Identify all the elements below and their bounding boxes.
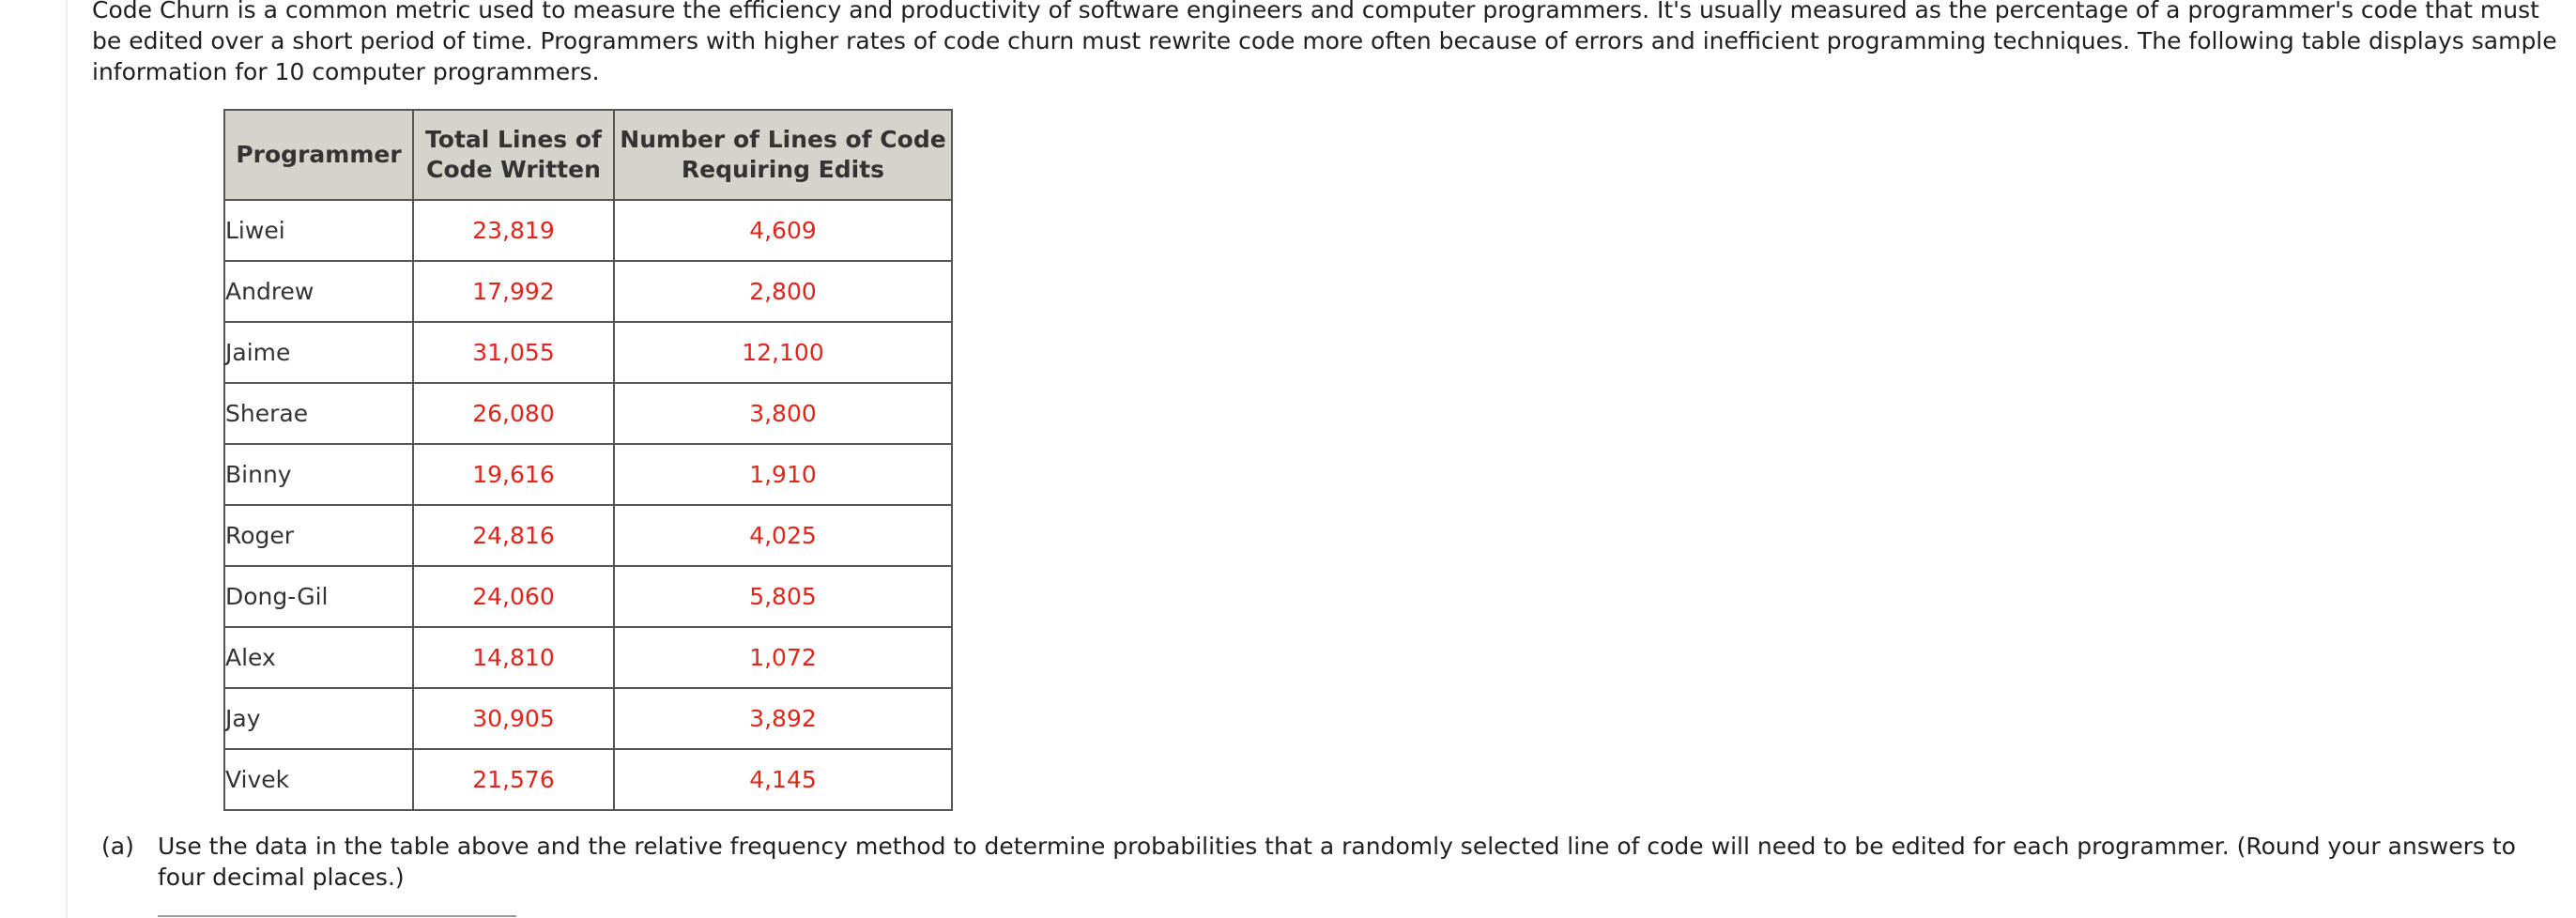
total-lines-value: 19,616 xyxy=(413,444,614,505)
header-edits-line1: Number of Lines of Code xyxy=(620,126,946,153)
total-lines-value: 31,055 xyxy=(413,322,614,383)
total-lines-value: 26,080 xyxy=(413,383,614,444)
programmer-name: Jay xyxy=(224,688,413,749)
programmer-name: Dong-Gil xyxy=(224,566,413,627)
table-row xyxy=(224,383,952,444)
answer-input-edge[interactable] xyxy=(158,915,516,917)
edit-lines-value: 2,800 xyxy=(614,261,952,322)
question-a-text: Use the data in the table above and the relative frequency method to determine probabilities that a randomly selected line of code will need to be edited for each programmer. (Round your answers to four decimal places.) xyxy=(158,833,2516,891)
edit-lines-value: 5,805 xyxy=(614,566,952,627)
table-row xyxy=(224,688,952,749)
table-row xyxy=(224,444,952,505)
programmer-name: Sherae xyxy=(224,383,413,444)
header-edits-line2: Requiring Edits xyxy=(681,156,885,183)
header-lines-requiring-edits xyxy=(614,110,952,200)
total-lines-value: 21,576 xyxy=(413,749,614,810)
edit-lines-value: 4,025 xyxy=(614,505,952,566)
edit-lines-value: 12,100 xyxy=(614,322,952,383)
total-lines-value: 17,992 xyxy=(413,261,614,322)
header-total-lines xyxy=(413,110,614,200)
table-header-row xyxy=(224,110,952,200)
table-row xyxy=(224,627,952,688)
edit-lines-value: 1,072 xyxy=(614,627,952,688)
header-programmer xyxy=(224,110,413,200)
total-lines-value: 30,905 xyxy=(413,688,614,749)
table-row xyxy=(224,322,952,383)
edit-lines-value: 3,800 xyxy=(614,383,952,444)
programmer-name: Alex xyxy=(224,627,413,688)
left-margin-rule xyxy=(66,0,68,918)
question-a-label: (a) xyxy=(101,833,134,860)
table-row xyxy=(224,566,952,627)
table-row xyxy=(224,261,952,322)
edit-lines-value: 4,145 xyxy=(614,749,952,810)
code-churn-table xyxy=(223,109,953,811)
table-row xyxy=(224,200,952,261)
programmer-name: Liwei xyxy=(224,200,413,261)
edit-lines-value: 3,892 xyxy=(614,688,952,749)
edit-lines-value: 1,910 xyxy=(614,444,952,505)
header-total-lines-line1: Total Lines of xyxy=(425,126,602,153)
programmer-name: Andrew xyxy=(224,261,413,322)
edit-lines-value: 4,609 xyxy=(614,200,952,261)
programmer-name: Binny xyxy=(224,444,413,505)
total-lines-value: 24,060 xyxy=(413,566,614,627)
problem-intro-text: Code Churn is a common metric used to measure the efficiency and productivity of software engineers and computer programmers. It's usually measured as the percentage of a programmer's code that must be edited over a short period of time. Programmers with higher rates of code churn must rewrite code more often because of errors and inefficient programming techniques. The following table displays sample information for 10 computer programmers. xyxy=(92,0,2557,85)
programmer-name: Jaime xyxy=(224,322,413,383)
table-row xyxy=(224,505,952,566)
table-row xyxy=(224,749,952,810)
programmer-name: Roger xyxy=(224,505,413,566)
header-programmer-label: Programmer xyxy=(236,141,402,168)
programmer-name: Vivek xyxy=(224,749,413,810)
total-lines-value: 14,810 xyxy=(413,627,614,688)
total-lines-value: 24,816 xyxy=(413,505,614,566)
total-lines-value: 23,819 xyxy=(413,200,614,261)
header-total-lines-line2: Code Written xyxy=(426,156,601,183)
